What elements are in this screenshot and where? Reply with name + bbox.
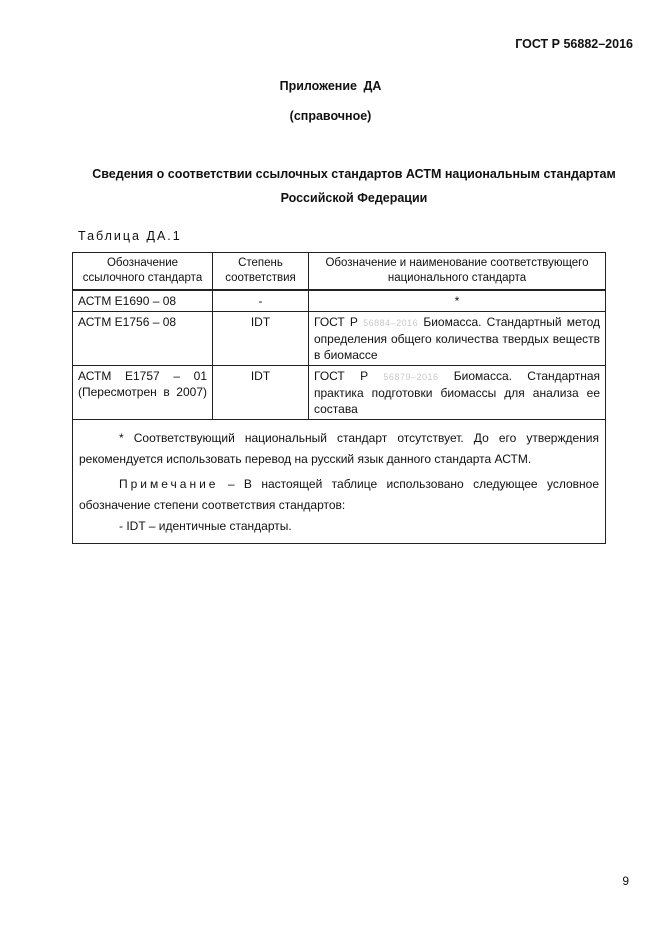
column-header-degree: Степень соответствия [213, 253, 309, 291]
cell-national [309, 366, 606, 420]
cell-reference: АСТМ Е1757 – 01 (Пересмотрен в 2007) [73, 366, 213, 420]
section-heading: Сведения о соответствии ссылочных стандартов АСТМ национальным стандартам Российской Федерации [92, 167, 616, 205]
cell-national [309, 312, 606, 366]
national-prefix: ГОСТ Р [314, 315, 358, 329]
footnote: * Соответствующий национальный стандарт отсутствует. До его утверждения рекомендуется использовать перевод на русский язык данного стандарта АСТМ. [79, 431, 599, 466]
cell-reference: АСТМ Е1756 – 08 [73, 312, 213, 366]
table-row [73, 290, 606, 312]
correspondence-table [72, 252, 606, 544]
appendix-subtitle: (справочное) [289, 109, 372, 123]
note-label: Примечание [119, 477, 219, 491]
cell-national [309, 290, 606, 312]
national-title: Биомасса. Стандартная практика подготовки биомассы для анализа ее состава [314, 369, 601, 416]
note-text: – В настоящей таблице использовано следующее условное обозначение степени соответствия стандартов: [79, 477, 599, 512]
document-code: ГОСТ Р 56882–2016 [515, 37, 633, 51]
table-row [73, 312, 606, 366]
national-prefix: * [454, 294, 460, 308]
column-header-reference: Обозначение ссылочного стандарта [73, 253, 213, 291]
cell-degree: IDT [213, 312, 309, 366]
appendix-title: Приложение ДА [279, 79, 382, 93]
national-prefix: ГОСТ Р [314, 369, 369, 383]
column-header-national: Обозначение и наименование соответствующего национального стандарта [309, 253, 606, 291]
table-notes [73, 420, 606, 544]
cell-reference: АСТМ Е1690 – 08 [73, 290, 213, 312]
note [79, 474, 599, 516]
national-title: Биомасса. Стандартный метод определения общего количества твердых веществ в биомассе [314, 315, 600, 362]
note-item: - IDT – идентичные стандарты. [119, 519, 292, 533]
table-label: Таблица ДА.1 [78, 229, 182, 243]
cell-degree: IDT [213, 366, 309, 420]
table-header-row [73, 253, 606, 291]
page-number: 9 [622, 874, 629, 888]
cell-degree: - [213, 290, 309, 312]
table-notes-row [73, 420, 606, 544]
national-number-redacted: 56879–2016 [383, 372, 439, 382]
table-row [73, 366, 606, 420]
national-number-redacted: 56884–2016 [363, 318, 419, 328]
